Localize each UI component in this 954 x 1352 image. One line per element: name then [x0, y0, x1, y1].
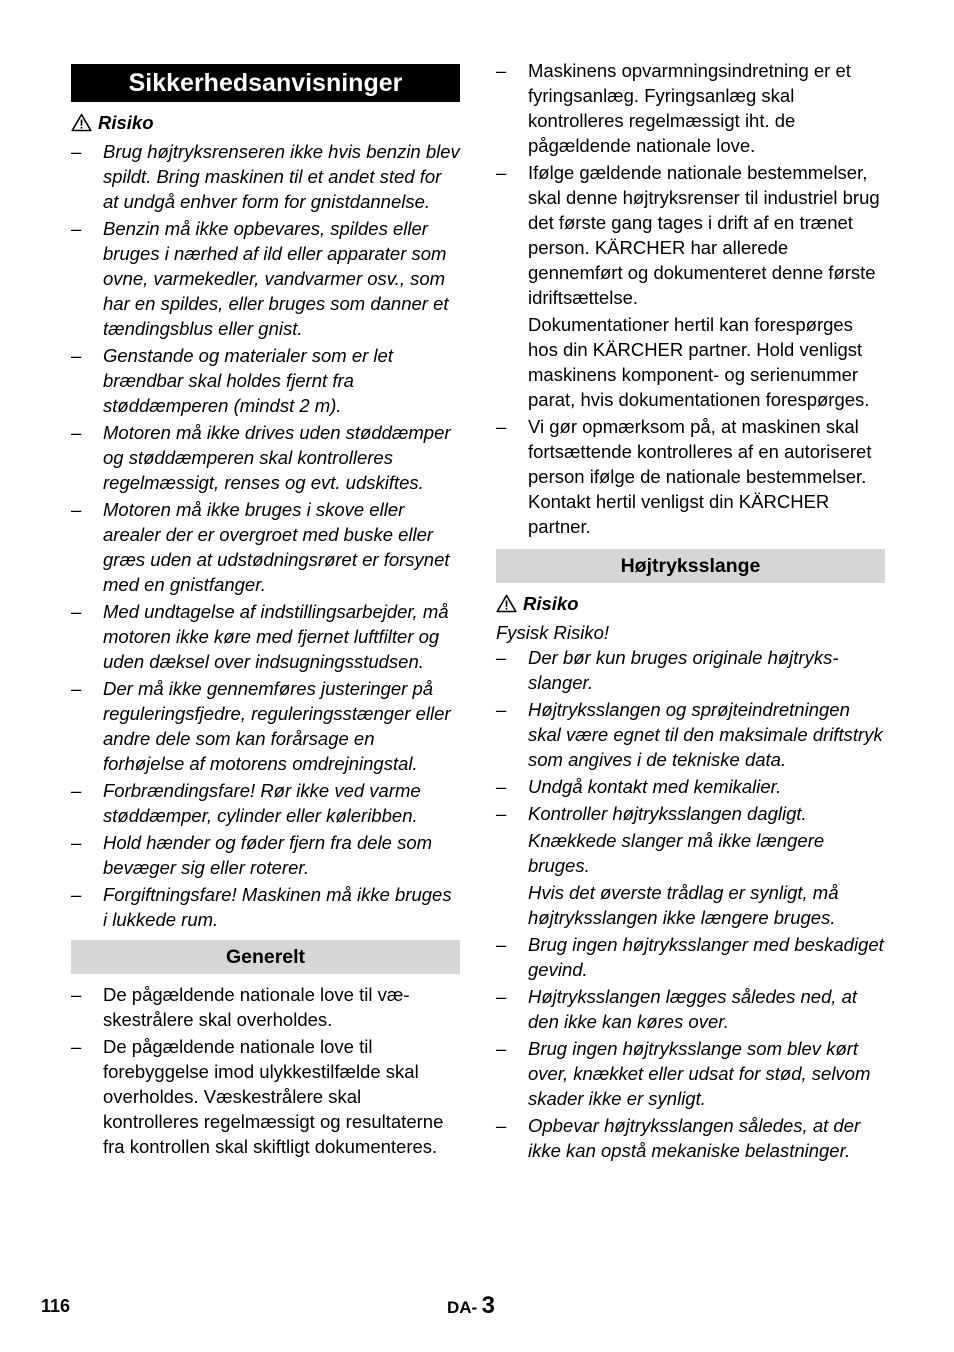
risk-heading [71, 110, 460, 135]
general-list [71, 982, 460, 1159]
list-item: – Brug ingen højtryksslanger med beskadiget gevind. [496, 932, 885, 982]
list-item-text: Kontroller højtryksslangen dagligt. [528, 803, 807, 824]
list-item: – Vi gør opmærksom på, at maskinen skal fortsættende kontrolleres af en autoriseret person ifølge de nationale bestemmelser. Kontakt hertil venligst din KÄRCHER partner. [496, 414, 885, 539]
list-item: – Forgiftningsfare! Maskinen må ikke bruges i lukkede rum. [71, 882, 460, 932]
risk-list [71, 139, 460, 932]
warning-icon [71, 113, 92, 132]
left-column [71, 58, 460, 1161]
list-item: – Genstande og materialer som er let brændbar skal holdes fjernt fra støddæmperen (mindst 2 m). [71, 343, 460, 418]
risk-heading [496, 591, 885, 616]
list-item: – Der bør kun bruges originale højtryksslanger. [496, 645, 885, 695]
section-title-safety: Sikkerhedsanvisninger [71, 64, 460, 102]
list-item: – Opbevar højtryksslangen således, at der ikke kan opstå mekaniske belastninger. [496, 1113, 885, 1163]
list-item-text: Ifølge gældende nationale bestemmelser, skal denne højtryksrenser til industriel brug det første gang tages i drift af en trænet person. KÄRCHER har allerede gennemført og dokumenteret denne første idriftsættelse. [528, 162, 880, 308]
risk-label: Risiko [523, 593, 579, 614]
section-marker [447, 1292, 495, 1320]
list-item: – Højtryksslangen og sprøjteindretningen skal være egnet til den maksimale driftstryk som angives i de tekniske data. [496, 697, 885, 772]
section-number: 3 [481, 1292, 496, 1319]
list-item-note: Knækkede slanger må ikke længere bruges. [528, 830, 825, 876]
list-item: – Maskinens opvarmningsindretning er et fyringsanlæg. Fyringsanlæg skal kontrolleres regelmæssigt iht. de pågældende nationale love. [496, 58, 885, 158]
list-item: – De pågældende nationale love til væskestrålere skal overholdes. [71, 982, 460, 1032]
list-item: – Brug ingen højtryksslange som blev kørt over, knækket eller udsat for stød, selvom skader ikke er synligt. [496, 1036, 885, 1111]
section-title-general: Generelt [71, 940, 460, 974]
physical-risk-text: Fysisk Risiko! [496, 622, 610, 643]
list-item: – Højtryksslangen lægges således ned, at den ikke kan køres over. [496, 984, 885, 1034]
list-item: – Forbrændingsfare! Rør ikke ved varme støddæmper, cylinder eller køleribben. [71, 778, 460, 828]
list-item: – Motoren må ikke bruges i skove eller arealer der er overgroet med buske eller græs uden at udstødningsrøret er forsynet med en gnistfanger. [71, 497, 460, 597]
right-column [496, 58, 885, 1165]
list-item: – Hold hænder og føder fjern fra dele som bevæger sig eller roterer. [71, 830, 460, 880]
hose-list [496, 645, 885, 1163]
list-item: – Undgå kontakt med kemikalier. [496, 774, 885, 799]
list-item: – Der må ikke gennemføres justeringer på reguleringsfjedre, reguleringsstænger eller andre dele som kan forårsage en forhøjelse af motorens omdrejningstal. [71, 676, 460, 776]
list-item-continuation: Dokumentationer hertil kan forespørges hos din KÄRCHER partner. Hold venligst maskinens komponent- og serienummer parat, hvis dokumentationen forespørges. [528, 314, 870, 410]
warning-icon [496, 594, 517, 613]
list-item [496, 801, 885, 930]
general-list-continued [496, 58, 885, 539]
list-item: – Med undtagelse af indstillingsarbejder, må motoren ikke køre med fjernet luftfilter og uden dæksel over indsugningsstudsen. [71, 599, 460, 674]
language-code: DA- [447, 1298, 478, 1317]
list-item [496, 160, 885, 412]
list-item: – Motoren må ikke drives uden støddæmper og støddæmperen skal kontrolleres regelmæssigt, renses og evt. udskiftes. [71, 420, 460, 495]
list-item: – De pågældende nationale love til forebyggelse imod ulykkestilfælde skal overholdes. Væskestrålere skal kontrolleres regelmæssigt og resultaterne fra kontrollen skal skiftligt dokumenteres. [71, 1034, 460, 1159]
section-title-hose: Højtryksslange [496, 549, 885, 583]
risk-label: Risiko [98, 112, 154, 133]
list-item: – Benzin må ikke opbevares, spildes eller bruges i nærhed af ild eller apparater som ovne, varmekedler, vandvarmer osv., som har en spildes, eller bruges som danner et tændingsblus eller gnist. [71, 216, 460, 341]
list-item: – Brug højtryksrenseren ikke hvis benzin blev spildt. Bring maskinen til et andet sted for at undgå enhver form for gnistdannelse. [71, 139, 460, 214]
page-number: 116 [41, 1296, 71, 1316]
list-item-note: Hvis det øverste trådlag er synligt, må højtryksslangen ikke længere bruges. [528, 882, 839, 928]
